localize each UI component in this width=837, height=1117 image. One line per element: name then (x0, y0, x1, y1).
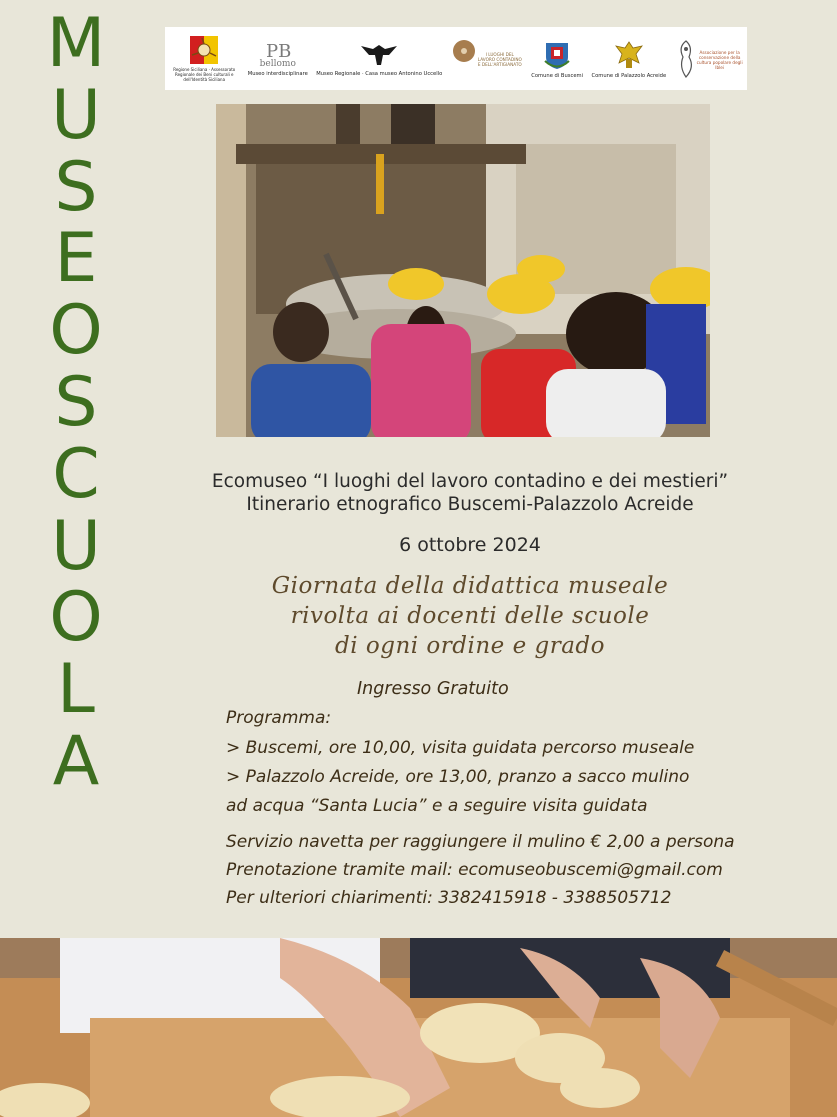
buscemi-crest-icon (542, 39, 572, 71)
title-letter: M (46, 4, 106, 83)
palazzolo-crest-icon (614, 39, 644, 71)
trinacria-icon (189, 35, 219, 65)
subtitle-line: rivolta ai docenti delle scuole (290, 603, 650, 629)
subtitle-line: Giornata della didattica museale (271, 573, 669, 599)
logo-caption: Museo interdisciplinare (247, 71, 308, 77)
title-letter: E (54, 219, 98, 299)
title-letter: S (54, 147, 98, 227)
logo-brand: bellomo (259, 59, 296, 69)
logo-caption: I LUOGHI DEL LAVORO CONTADINO E DELL'ARTIGIANATO (477, 52, 522, 67)
sponsor-logos-strip (165, 27, 747, 90)
title-letter: U (51, 506, 101, 586)
program-line: > Palazzolo Acreide, ore 13,00, pranzo a sacco mulino (226, 767, 690, 787)
title-letter: S (54, 362, 98, 442)
title-letter: O (49, 578, 103, 658)
mill-children-photo (216, 104, 710, 437)
program-label: Programma: (226, 708, 332, 728)
logo-caption: Comune di Palazzolo Acreide (591, 72, 667, 79)
itinerary-title: Itinerario etnografico Buscemi-Palazzolo Acreide (246, 494, 694, 515)
program-line: > Buscemi, ore 10,00, visita guidata percorso museale (226, 738, 695, 758)
bread-making-photo (0, 938, 837, 1117)
association-figure-icon (675, 37, 697, 81)
bellomo-monogram-icon (263, 40, 293, 60)
title-letter: C (52, 434, 100, 514)
free-entry: Ingresso Gratuito (357, 679, 509, 699)
bellomo-logo (244, 27, 312, 90)
svg-text:PB: PB (265, 41, 292, 60)
eagle-icon (359, 41, 399, 69)
subtitle-line: di ogni ordine e grado (334, 633, 606, 659)
logo-caption: Comune di Buscemi (531, 72, 584, 79)
event-date: 6 ottobre 2024 (399, 534, 541, 556)
regione-siciliana-logo (165, 27, 243, 90)
museo-uccello-logo (312, 27, 446, 90)
logo-caption: Regione Siciliana · Assessorato Regionale dei Beni culturali e dell'Identità Siciliana (173, 67, 236, 82)
mill-children-illustration (216, 104, 710, 437)
title-letter: L (57, 650, 95, 730)
luoghi-lavoro-logo (447, 27, 527, 90)
comune-buscemi-logo (527, 27, 587, 90)
millstone-icon (451, 39, 477, 79)
comune-palazzolo-logo (588, 27, 671, 90)
logo-caption: Museo Regionale · Casa museo Antonino Uccello (316, 70, 443, 77)
vertical-title (44, 4, 108, 801)
bread-making-illustration (0, 938, 837, 1117)
program-line: ad acqua “Santa Lucia” e a seguire visita guidata (226, 796, 648, 816)
contacts-info: Per ulteriori chiarimenti: 3382415918 - 3388505712 (226, 888, 672, 908)
booking-info: Prenotazione tramite mail: ecomuseobuscemi@gmail.com (226, 860, 723, 880)
title-letter: A (52, 721, 100, 801)
logo-caption: Associazione per la conservazione della cultura popolare degli Iblei (696, 49, 743, 70)
title-letter: U (51, 75, 101, 155)
ecomuseo-title: Ecomuseo “I luoghi del lavoro contadino e dei mestieri” (211, 471, 729, 492)
associazione-logo (671, 27, 747, 90)
title-letter: O (49, 291, 103, 371)
shuttle-info: Servizio navetta per raggiungere il mulino € 2,00 a persona (226, 832, 735, 852)
